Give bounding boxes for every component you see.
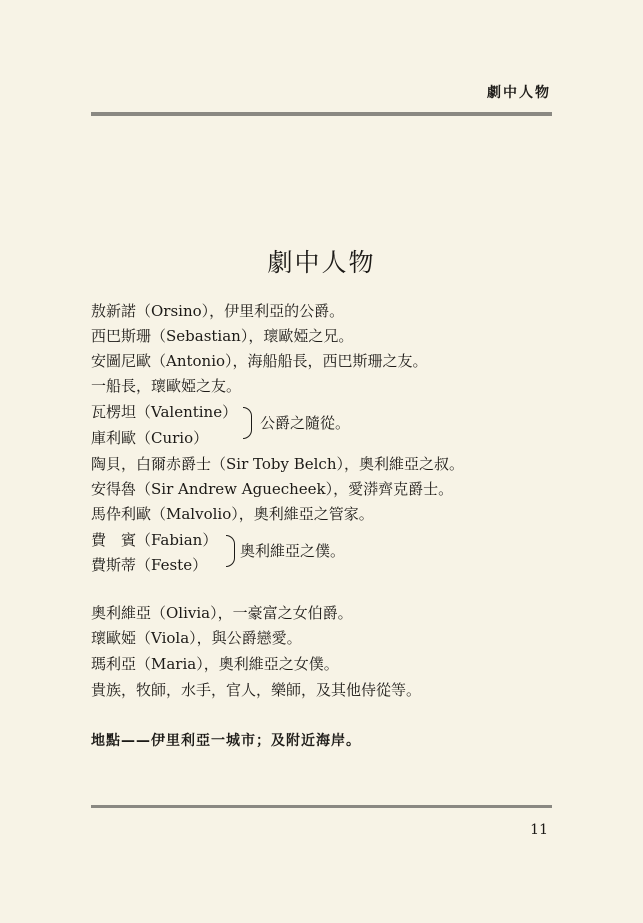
setting-line: 地點——伊里利亞一城市；及附近海岸。 bbox=[91, 733, 361, 749]
group-note: 奧利維亞之僕。 bbox=[240, 542, 346, 560]
character-line: 一船長，瓌歐婭之友。 bbox=[91, 377, 242, 395]
character-line: 西巴斯珊（Sebastian），瓌歐婭之兄。 bbox=[91, 327, 354, 345]
character-line: 庫利歐（Curio） bbox=[91, 429, 209, 447]
group-note: 公爵之隨從。 bbox=[260, 414, 351, 432]
character-line: 費 賓（Fabian） bbox=[91, 531, 218, 549]
header-rule bbox=[91, 112, 552, 116]
running-head: 劇中人物 bbox=[487, 85, 551, 101]
character-line: 陶貝，白爾赤爵士（Sir Toby Belch），奧利維亞之叔。 bbox=[91, 455, 464, 473]
character-line: 費斯蒂（Feste） bbox=[91, 556, 208, 574]
character-line: 安得魯（Sir Andrew Aguecheek），愛漭齊克爵士。 bbox=[91, 480, 454, 498]
footer-rule bbox=[91, 805, 552, 808]
character-line: 安圖尼歐（Antonio），海船船長，西巴斯珊之友。 bbox=[91, 352, 428, 370]
character-line: 瑪利亞（Maria），奧利維亞之女僕。 bbox=[91, 655, 339, 673]
character-line: 瓦楞坦（Valentine） bbox=[91, 403, 238, 421]
character-line: 瓌歐婭（Viola），與公爵戀愛。 bbox=[91, 629, 302, 647]
group-brace bbox=[226, 535, 235, 567]
character-line: 奧利維亞（Olivia），一豪富之女伯爵。 bbox=[91, 604, 353, 622]
character-line: 敖新諾（Orsino），伊里利亞的公爵。 bbox=[91, 302, 345, 320]
page-number: 11 bbox=[530, 822, 548, 838]
page-title: 劇中人物 bbox=[267, 248, 376, 277]
group-brace bbox=[243, 407, 252, 439]
character-line: 馬伜利歐（Malvolio），奧利維亞之管家。 bbox=[91, 505, 374, 523]
character-line: 貴族，牧師，水手，官人，樂師，及其他侍從等。 bbox=[91, 681, 422, 699]
